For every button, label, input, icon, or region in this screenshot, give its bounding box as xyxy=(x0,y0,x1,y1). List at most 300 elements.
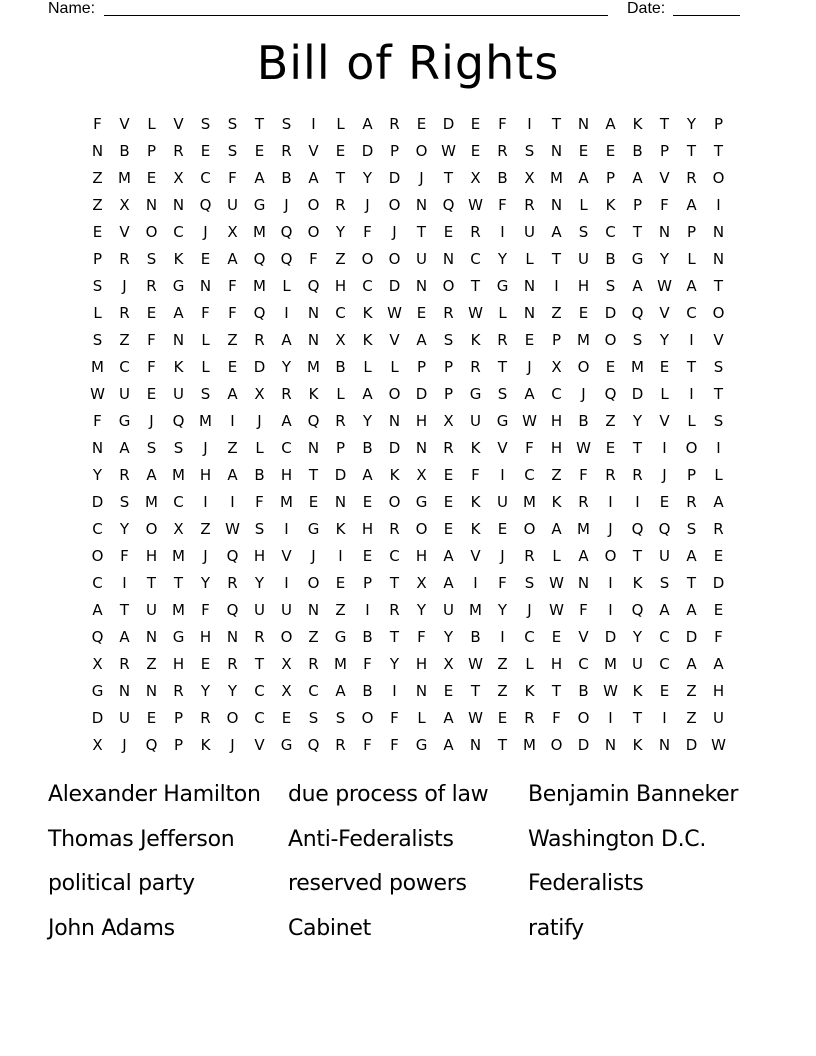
grid-letter[interactable]: N xyxy=(145,628,158,646)
grid-letter[interactable]: C xyxy=(173,223,184,241)
grid-letter[interactable]: N xyxy=(307,601,320,619)
grid-letter[interactable]: Y xyxy=(497,601,508,619)
grid-letter[interactable]: T xyxy=(416,223,427,241)
grid-letter[interactable]: U xyxy=(443,601,454,619)
grid-letter[interactable]: P xyxy=(686,223,697,241)
grid-letter[interactable]: B xyxy=(254,466,265,484)
grid-letter[interactable]: O xyxy=(145,520,158,538)
grid-letter[interactable]: R xyxy=(281,142,292,160)
grid-letter[interactable]: D xyxy=(442,115,455,133)
grid-letter[interactable]: H xyxy=(415,655,428,673)
grid-letter[interactable]: N xyxy=(172,196,185,214)
grid-letter[interactable]: E xyxy=(443,493,454,511)
grid-letter[interactable]: D xyxy=(361,142,374,160)
grid-letter[interactable]: R xyxy=(524,547,535,565)
grid-letter[interactable]: P xyxy=(686,466,697,484)
grid-letter[interactable]: I xyxy=(122,574,127,592)
grid-letter[interactable]: P xyxy=(335,439,346,457)
grid-letter[interactable]: U xyxy=(227,196,238,214)
grid-letter[interactable]: E xyxy=(524,331,535,349)
grid-letter[interactable]: W xyxy=(387,304,402,322)
grid-letter[interactable]: I xyxy=(365,601,370,619)
grid-letter[interactable]: C xyxy=(308,682,319,700)
grid-letter[interactable]: R xyxy=(308,655,319,673)
grid-letter[interactable]: T xyxy=(632,223,643,241)
grid-letter[interactable]: Z xyxy=(308,628,319,646)
grid-letter[interactable]: H xyxy=(550,655,563,673)
grid-letter[interactable]: D xyxy=(604,304,617,322)
grid-letter[interactable]: C xyxy=(254,682,265,700)
grid-letter[interactable]: S xyxy=(200,115,211,133)
grid-letter[interactable]: C xyxy=(335,304,346,322)
grid-letter[interactable]: H xyxy=(415,547,428,565)
grid-letter[interactable]: E xyxy=(335,574,346,592)
grid-letter[interactable]: E xyxy=(335,142,346,160)
grid-letter[interactable]: H xyxy=(172,655,185,673)
grid-letter[interactable]: Y xyxy=(632,412,643,430)
grid-letter[interactable]: R xyxy=(335,196,346,214)
grid-letter[interactable]: A xyxy=(308,169,319,187)
grid-letter[interactable]: M xyxy=(334,655,347,673)
grid-letter[interactable]: N xyxy=(415,439,428,457)
grid-letter[interactable]: W xyxy=(468,196,483,214)
grid-letter[interactable]: S xyxy=(524,142,535,160)
grid-letter[interactable]: Y xyxy=(416,601,427,619)
grid-letter[interactable]: B xyxy=(605,250,616,268)
grid-letter[interactable]: H xyxy=(280,466,293,484)
grid-letter[interactable]: N xyxy=(226,628,239,646)
grid-letter[interactable]: M xyxy=(577,331,590,349)
grid-letter[interactable]: Y xyxy=(443,628,454,646)
grid-letter[interactable]: Q xyxy=(307,277,320,295)
grid-letter[interactable]: R xyxy=(119,250,130,268)
grid-letter[interactable]: I xyxy=(230,493,235,511)
grid-letter[interactable]: A xyxy=(173,304,184,322)
grid-letter[interactable]: M xyxy=(253,223,266,241)
grid-letter[interactable]: O xyxy=(388,493,401,511)
grid-letter[interactable]: A xyxy=(443,736,454,754)
grid-letter[interactable]: D xyxy=(253,358,266,376)
grid-letter[interactable]: H xyxy=(334,277,347,295)
grid-letter[interactable]: N xyxy=(523,304,536,322)
grid-letter[interactable]: S xyxy=(173,439,184,457)
grid-letter[interactable]: U xyxy=(470,412,481,430)
grid-letter[interactable]: W xyxy=(603,682,618,700)
grid-letter[interactable]: G xyxy=(253,196,266,214)
grid-letter[interactable]: J xyxy=(527,358,532,376)
grid-letter[interactable]: J xyxy=(257,412,262,430)
grid-letter[interactable]: J xyxy=(527,601,532,619)
grid-letter[interactable]: O xyxy=(415,520,428,538)
grid-letter[interactable]: B xyxy=(497,169,508,187)
grid-letter[interactable]: Z xyxy=(227,331,238,349)
grid-letter[interactable]: U xyxy=(119,385,130,403)
grid-letter[interactable]: K xyxy=(362,331,373,349)
grid-letter[interactable]: F xyxy=(309,250,318,268)
grid-letter[interactable]: F xyxy=(93,115,102,133)
grid-letter[interactable]: E xyxy=(227,358,238,376)
grid-letter[interactable]: X xyxy=(416,466,427,484)
grid-letter[interactable]: I xyxy=(662,439,667,457)
grid-letter[interactable]: P xyxy=(389,142,400,160)
grid-letter[interactable]: F xyxy=(228,277,237,295)
grid-letter[interactable]: J xyxy=(581,385,586,403)
grid-letter[interactable]: O xyxy=(361,250,374,268)
grid-letter[interactable]: E xyxy=(362,493,373,511)
grid-letter[interactable]: C xyxy=(254,709,265,727)
grid-letter[interactable]: Z xyxy=(686,682,697,700)
grid-letter[interactable]: A xyxy=(92,601,103,619)
grid-letter[interactable]: Y xyxy=(659,250,670,268)
grid-letter[interactable]: S xyxy=(632,331,643,349)
grid-letter[interactable]: W xyxy=(576,439,591,457)
grid-letter[interactable]: A xyxy=(362,115,373,133)
grid-letter[interactable]: R xyxy=(470,223,481,241)
grid-letter[interactable]: A xyxy=(119,628,130,646)
grid-letter[interactable]: O xyxy=(712,169,725,187)
grid-letter[interactable]: D xyxy=(577,736,590,754)
grid-letter[interactable]: H xyxy=(199,466,212,484)
grid-letter[interactable]: E xyxy=(416,115,427,133)
grid-letter[interactable]: C xyxy=(389,547,400,565)
grid-letter[interactable]: K xyxy=(605,196,616,214)
grid-letter[interactable]: N xyxy=(550,142,563,160)
grid-letter[interactable]: I xyxy=(500,466,505,484)
grid-letter[interactable]: V xyxy=(119,223,130,241)
grid-letter[interactable]: T xyxy=(551,250,562,268)
grid-letter[interactable]: N xyxy=(469,736,482,754)
grid-letter[interactable]: I xyxy=(608,574,613,592)
grid-letter[interactable]: N xyxy=(145,682,158,700)
grid-letter[interactable]: Z xyxy=(335,601,346,619)
grid-letter[interactable]: F xyxy=(417,628,426,646)
grid-letter[interactable]: H xyxy=(550,439,563,457)
grid-letter[interactable]: Q xyxy=(226,547,239,565)
grid-letter[interactable]: J xyxy=(122,277,127,295)
grid-letter[interactable]: Q xyxy=(280,223,293,241)
grid-letter[interactable]: M xyxy=(145,493,158,511)
grid-letter[interactable]: F xyxy=(498,574,507,592)
grid-letter[interactable]: X xyxy=(281,682,292,700)
grid-letter[interactable]: S xyxy=(146,439,157,457)
grid-letter[interactable]: E xyxy=(200,655,211,673)
grid-letter[interactable]: R xyxy=(254,628,265,646)
grid-letter[interactable]: Q xyxy=(307,412,320,430)
grid-letter[interactable]: O xyxy=(388,250,401,268)
grid-letter[interactable]: S xyxy=(119,493,130,511)
grid-letter[interactable]: Y xyxy=(227,682,238,700)
grid-letter[interactable]: Y xyxy=(632,628,643,646)
grid-letter[interactable]: Y xyxy=(200,574,211,592)
grid-letter[interactable]: N xyxy=(145,196,158,214)
grid-letter[interactable]: A xyxy=(227,385,238,403)
grid-letter[interactable]: M xyxy=(172,547,185,565)
grid-letter[interactable]: S xyxy=(227,142,238,160)
grid-letter[interactable]: O xyxy=(577,358,590,376)
grid-letter[interactable]: O xyxy=(523,520,536,538)
grid-letter[interactable]: Y xyxy=(389,655,400,673)
grid-letter[interactable]: Q xyxy=(253,304,266,322)
grid-letter[interactable]: H xyxy=(712,682,725,700)
grid-letter[interactable]: G xyxy=(118,412,131,430)
grid-letter[interactable]: N xyxy=(577,574,590,592)
grid-letter[interactable]: F xyxy=(363,223,372,241)
grid-letter[interactable]: L xyxy=(390,358,399,376)
grid-letter[interactable]: F xyxy=(255,493,264,511)
grid-letter[interactable]: I xyxy=(500,223,505,241)
grid-letter[interactable]: W xyxy=(711,736,726,754)
grid-letter[interactable]: N xyxy=(658,223,671,241)
grid-letter[interactable]: U xyxy=(524,223,535,241)
grid-letter[interactable]: C xyxy=(524,628,535,646)
grid-letter[interactable]: E xyxy=(362,547,373,565)
grid-letter[interactable]: L xyxy=(363,358,372,376)
grid-letter[interactable]: U xyxy=(632,655,643,673)
grid-letter[interactable]: L xyxy=(201,331,210,349)
grid-letter[interactable]: P xyxy=(146,142,157,160)
grid-letter[interactable]: E xyxy=(281,709,292,727)
grid-letter[interactable]: T xyxy=(713,385,724,403)
grid-letter[interactable]: W xyxy=(468,655,483,673)
grid-letter[interactable]: D xyxy=(604,628,617,646)
grid-letter[interactable]: E xyxy=(146,385,157,403)
grid-letter[interactable]: R xyxy=(686,493,697,511)
grid-letter[interactable]: A xyxy=(335,682,346,700)
grid-letter[interactable]: A xyxy=(713,655,724,673)
grid-letter[interactable]: K xyxy=(470,331,481,349)
grid-letter[interactable]: M xyxy=(280,493,293,511)
grid-letter[interactable]: E xyxy=(254,142,265,160)
grid-letter[interactable]: T xyxy=(659,115,670,133)
grid-letter[interactable]: A xyxy=(281,331,292,349)
grid-letter[interactable]: N xyxy=(550,196,563,214)
grid-letter[interactable]: N xyxy=(577,115,590,133)
grid-letter[interactable]: I xyxy=(203,493,208,511)
grid-letter[interactable]: L xyxy=(714,466,723,484)
grid-letter[interactable]: R xyxy=(200,709,211,727)
grid-letter[interactable]: H xyxy=(361,520,374,538)
grid-letter[interactable]: T xyxy=(254,115,265,133)
grid-letter[interactable]: F xyxy=(525,439,534,457)
grid-letter[interactable]: L xyxy=(201,358,210,376)
grid-letter[interactable]: S xyxy=(146,250,157,268)
grid-letter[interactable]: I xyxy=(716,196,721,214)
grid-letter[interactable]: B xyxy=(578,682,589,700)
grid-letter[interactable]: A xyxy=(443,709,454,727)
grid-letter[interactable]: H xyxy=(550,412,563,430)
grid-letter[interactable]: E xyxy=(308,493,319,511)
grid-letter[interactable]: J xyxy=(608,520,613,538)
grid-letter[interactable]: O xyxy=(226,709,239,727)
grid-letter[interactable]: A xyxy=(551,520,562,538)
grid-letter[interactable]: V xyxy=(470,547,481,565)
grid-letter[interactable]: C xyxy=(362,277,373,295)
grid-letter[interactable]: M xyxy=(523,493,536,511)
grid-letter[interactable]: N xyxy=(712,223,725,241)
grid-letter[interactable]: G xyxy=(91,682,104,700)
grid-letter[interactable]: E xyxy=(605,439,616,457)
grid-letter[interactable]: Q xyxy=(172,412,185,430)
grid-letter[interactable]: S xyxy=(92,277,103,295)
grid-letter[interactable]: O xyxy=(577,709,590,727)
grid-letter[interactable]: Z xyxy=(551,466,562,484)
grid-letter[interactable]: L xyxy=(336,385,345,403)
grid-letter[interactable]: Z xyxy=(92,169,103,187)
grid-letter[interactable]: V xyxy=(497,439,508,457)
grid-letter[interactable]: E xyxy=(659,493,670,511)
grid-letter[interactable]: R xyxy=(173,142,184,160)
grid-letter[interactable]: Q xyxy=(442,196,455,214)
grid-letter[interactable]: S xyxy=(497,385,508,403)
grid-letter[interactable]: O xyxy=(604,331,617,349)
grid-letter[interactable]: Q xyxy=(91,628,104,646)
grid-letter[interactable]: K xyxy=(389,466,400,484)
grid-letter[interactable]: K xyxy=(470,520,481,538)
grid-letter[interactable]: P xyxy=(173,736,184,754)
grid-letter[interactable]: T xyxy=(632,709,643,727)
grid-letter[interactable]: L xyxy=(255,439,264,457)
grid-letter[interactable]: U xyxy=(281,601,292,619)
grid-letter[interactable]: A xyxy=(632,169,643,187)
grid-letter[interactable]: U xyxy=(659,547,670,565)
grid-letter[interactable]: Z xyxy=(551,304,562,322)
grid-letter[interactable]: G xyxy=(172,628,185,646)
grid-letter[interactable]: E xyxy=(146,709,157,727)
grid-letter[interactable]: S xyxy=(713,412,724,430)
grid-letter[interactable]: S xyxy=(335,709,346,727)
grid-letter[interactable]: L xyxy=(282,277,291,295)
grid-letter[interactable]: M xyxy=(631,358,644,376)
grid-letter[interactable]: M xyxy=(550,169,563,187)
grid-letter[interactable]: K xyxy=(200,736,211,754)
grid-letter[interactable]: Z xyxy=(497,682,508,700)
grid-letter[interactable]: U xyxy=(713,709,724,727)
grid-letter[interactable]: R xyxy=(524,196,535,214)
grid-letter[interactable]: I xyxy=(392,682,397,700)
grid-letter[interactable]: I xyxy=(716,439,721,457)
grid-letter[interactable]: T xyxy=(497,358,508,376)
grid-letter[interactable]: C xyxy=(281,439,292,457)
grid-letter[interactable]: D xyxy=(91,709,104,727)
grid-letter[interactable]: F xyxy=(147,331,156,349)
grid-letter[interactable]: I xyxy=(608,493,613,511)
grid-letter[interactable]: G xyxy=(307,520,320,538)
grid-letter[interactable]: S xyxy=(308,709,319,727)
grid-letter[interactable]: D xyxy=(415,385,428,403)
grid-letter[interactable]: M xyxy=(604,655,617,673)
grid-letter[interactable]: R xyxy=(632,466,643,484)
grid-letter[interactable]: P xyxy=(632,196,643,214)
grid-letter[interactable]: F xyxy=(498,196,507,214)
grid-letter[interactable]: N xyxy=(388,412,401,430)
grid-letter[interactable]: W xyxy=(468,709,483,727)
grid-letter[interactable]: O xyxy=(91,547,104,565)
grid-letter[interactable]: X xyxy=(443,655,454,673)
grid-letter[interactable]: N xyxy=(604,736,617,754)
grid-letter[interactable]: Y xyxy=(659,331,670,349)
grid-letter[interactable]: Z xyxy=(497,655,508,673)
grid-letter[interactable]: N xyxy=(91,439,104,457)
grid-letter[interactable]: V xyxy=(308,142,319,160)
grid-letter[interactable]: O xyxy=(604,547,617,565)
grid-letter[interactable]: R xyxy=(227,574,238,592)
grid-letter[interactable]: X xyxy=(443,412,454,430)
grid-letter[interactable]: O xyxy=(307,574,320,592)
grid-letter[interactable]: H xyxy=(253,547,266,565)
grid-letter[interactable]: T xyxy=(686,574,697,592)
grid-letter[interactable]: A xyxy=(686,655,697,673)
grid-letter[interactable]: K xyxy=(632,115,643,133)
grid-letter[interactable]: S xyxy=(605,277,616,295)
grid-letter[interactable]: J xyxy=(203,547,208,565)
grid-letter[interactable]: F xyxy=(228,169,237,187)
name-blank-line[interactable] xyxy=(104,15,608,16)
grid-letter[interactable]: C xyxy=(659,628,670,646)
grid-letter[interactable]: U xyxy=(497,493,508,511)
grid-letter[interactable]: Z xyxy=(686,709,697,727)
grid-letter[interactable]: C xyxy=(578,655,589,673)
grid-letter[interactable]: Z xyxy=(227,439,238,457)
grid-letter[interactable]: R xyxy=(281,385,292,403)
grid-letter[interactable]: R xyxy=(227,655,238,673)
grid-letter[interactable]: W xyxy=(549,574,564,592)
grid-letter[interactable]: W xyxy=(522,412,537,430)
grid-letter[interactable]: E xyxy=(470,142,481,160)
grid-letter[interactable]: U xyxy=(119,709,130,727)
grid-letter[interactable]: L xyxy=(525,250,534,268)
grid-letter[interactable]: I xyxy=(527,115,532,133)
grid-letter[interactable]: T xyxy=(470,277,481,295)
grid-letter[interactable]: A xyxy=(119,439,130,457)
grid-letter[interactable]: X xyxy=(335,331,346,349)
grid-letter[interactable]: I xyxy=(554,277,559,295)
grid-letter[interactable]: F xyxy=(471,466,480,484)
grid-letter[interactable]: R xyxy=(443,304,454,322)
grid-letter[interactable]: E xyxy=(200,250,211,268)
grid-letter[interactable]: R xyxy=(470,358,481,376)
grid-letter[interactable]: K xyxy=(362,304,373,322)
grid-letter[interactable]: I xyxy=(284,574,289,592)
grid-letter[interactable]: E xyxy=(416,304,427,322)
grid-letter[interactable]: Q xyxy=(604,385,617,403)
grid-letter[interactable]: G xyxy=(469,385,482,403)
grid-letter[interactable]: I xyxy=(473,574,478,592)
grid-letter[interactable]: S xyxy=(578,223,589,241)
grid-letter[interactable]: S xyxy=(281,115,292,133)
grid-letter[interactable]: R xyxy=(146,277,157,295)
grid-letter[interactable]: J xyxy=(662,466,667,484)
grid-letter[interactable]: L xyxy=(336,115,345,133)
grid-letter[interactable]: J xyxy=(149,412,154,430)
grid-letter[interactable]: B xyxy=(362,628,373,646)
grid-letter[interactable]: A xyxy=(686,277,697,295)
grid-letter[interactable]: R xyxy=(119,655,130,673)
grid-letter[interactable]: J xyxy=(419,169,424,187)
grid-letter[interactable]: E xyxy=(659,358,670,376)
grid-letter[interactable]: F xyxy=(660,196,669,214)
grid-letter[interactable]: S xyxy=(254,520,265,538)
grid-letter[interactable]: T xyxy=(713,277,724,295)
grid-letter[interactable]: F xyxy=(498,115,507,133)
grid-letter[interactable]: T xyxy=(173,574,184,592)
grid-letter[interactable]: O xyxy=(280,628,293,646)
grid-letter[interactable]: W xyxy=(549,601,564,619)
grid-letter[interactable]: P xyxy=(605,169,616,187)
grid-letter[interactable]: X xyxy=(254,385,265,403)
grid-letter[interactable]: F xyxy=(714,628,723,646)
grid-letter[interactable]: Q xyxy=(631,304,644,322)
grid-letter[interactable]: Y xyxy=(281,358,292,376)
